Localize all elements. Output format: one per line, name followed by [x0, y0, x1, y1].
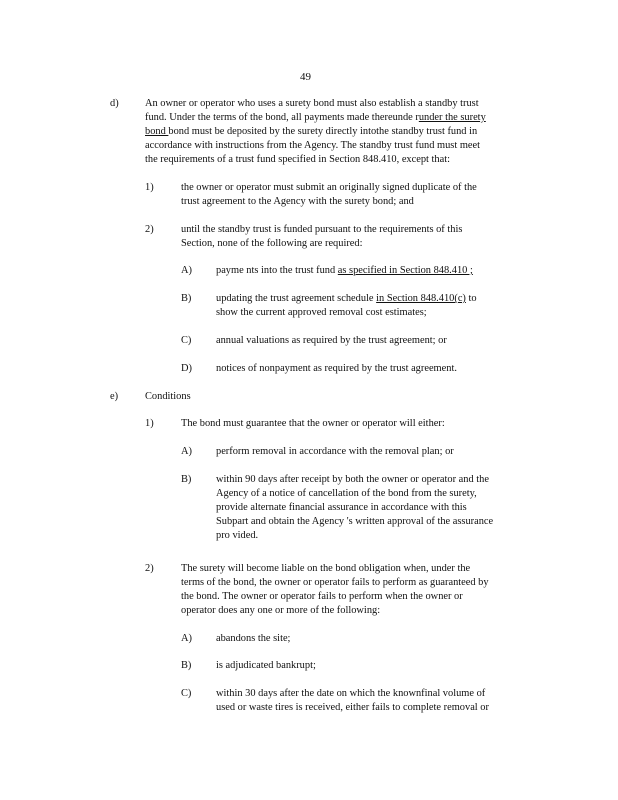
item-d-1-line: trust agreement to the Agency with the surety bond; and [181, 196, 414, 207]
item-d-2-c-text: annual valuations as required by the trust agreement; or [216, 335, 447, 346]
item-d-1-label: 1) [145, 182, 154, 193]
item-d-line: accordance with instructions from the Agency. The standby trust fund must meet [145, 140, 481, 151]
item-d-2-a-text: payme nts into the trust fund as specified in Section 848.410 ; [216, 265, 473, 276]
item-e-2-c-paragraph: within 30 days after the date on which the knownfinal volume of used or waste tires is received, either fails to complete removal or [216, 688, 489, 713]
item-e-2-label: 2) [145, 563, 154, 574]
item-d-line: bond bond must be deposited by the surety directly intothe standby trust fund in [145, 126, 478, 137]
item-d-line: fund. Under the terms of the bond, all payments made thereunde runder the surety [145, 112, 486, 123]
item-e-heading: Conditions [145, 391, 191, 402]
item-e-1-text: The bond must guarantee that the owner or operator will either: [181, 418, 445, 429]
item-e-2-c-label: C) [181, 688, 192, 699]
item-d-line: An owner or operator who uses a surety bond must also establish a standby trust [145, 98, 479, 109]
item-d-2-b-label: B) [181, 293, 192, 304]
item-d-label: d) [110, 98, 119, 109]
item-e-1-a-label: A) [181, 446, 192, 457]
item-d-2-b-underlined: in Section 848.410(c) [376, 293, 466, 304]
item-e-1-b-paragraph: within 90 days after receipt by both the owner or operator and the Agency of a notice of cancellation of the bond from the surety, provide alternate financial assurance in accordance with this Subpart and obtain the Agency 's written approval of the assurance pro vided. [216, 474, 494, 541]
item-d-1-line: the owner or operator must submit an originally signed duplicate of the [181, 182, 477, 193]
item-e-2-a-text: abandons the site; [216, 633, 291, 644]
item-d-underlined: under the surety [418, 112, 486, 123]
item-d-paragraph [145, 97, 530, 167]
page-number: 49 [300, 71, 311, 83]
item-e-label: e) [110, 391, 119, 402]
item-e-1-label: 1) [145, 418, 154, 429]
item-e-2-a-label: A) [181, 633, 192, 644]
item-d-2-line: Section, none of the following are required: [181, 238, 363, 249]
item-e-2-b-label: B) [181, 660, 192, 671]
item-e-2-b-text: is adjudicated bankrupt; [216, 660, 316, 671]
item-e-1-b-label: B) [181, 474, 192, 485]
item-d-2-b-text: updating the trust agreement schedule in Section 848.410(c) to show the current approved removal cost estimates; [216, 293, 477, 318]
item-d-2-a-underlined: as specified in Section 848.410 ; [337, 265, 473, 276]
item-e-2-paragraph: The surety will become liable on the bond obligation when, under the terms of the bond, the owner or operator fails to perform as guaranteed by the bond. The owner or operator fails to perform when the owner or operator does any one or more of the following: [181, 563, 489, 616]
item-d-line: the requirements of a trust fund specified in Section 848.410, except that: [145, 154, 450, 165]
item-d-1-paragraph [181, 181, 526, 209]
item-d-2-d-text: notices of nonpayment as required by the trust agreement. [216, 363, 457, 374]
item-d-2-c-label: C) [181, 335, 192, 346]
item-d-2-d-label: D) [181, 363, 192, 374]
item-d-2-line: until the standby trust is funded pursuant to the requirements of this [181, 224, 463, 235]
item-d-2-a-label: A) [181, 265, 192, 276]
item-d-2-paragraph [181, 223, 526, 251]
item-d-2-label: 2) [145, 224, 154, 235]
item-e-1-a-text: perform removal in accordance with the removal plan; or [216, 446, 454, 457]
